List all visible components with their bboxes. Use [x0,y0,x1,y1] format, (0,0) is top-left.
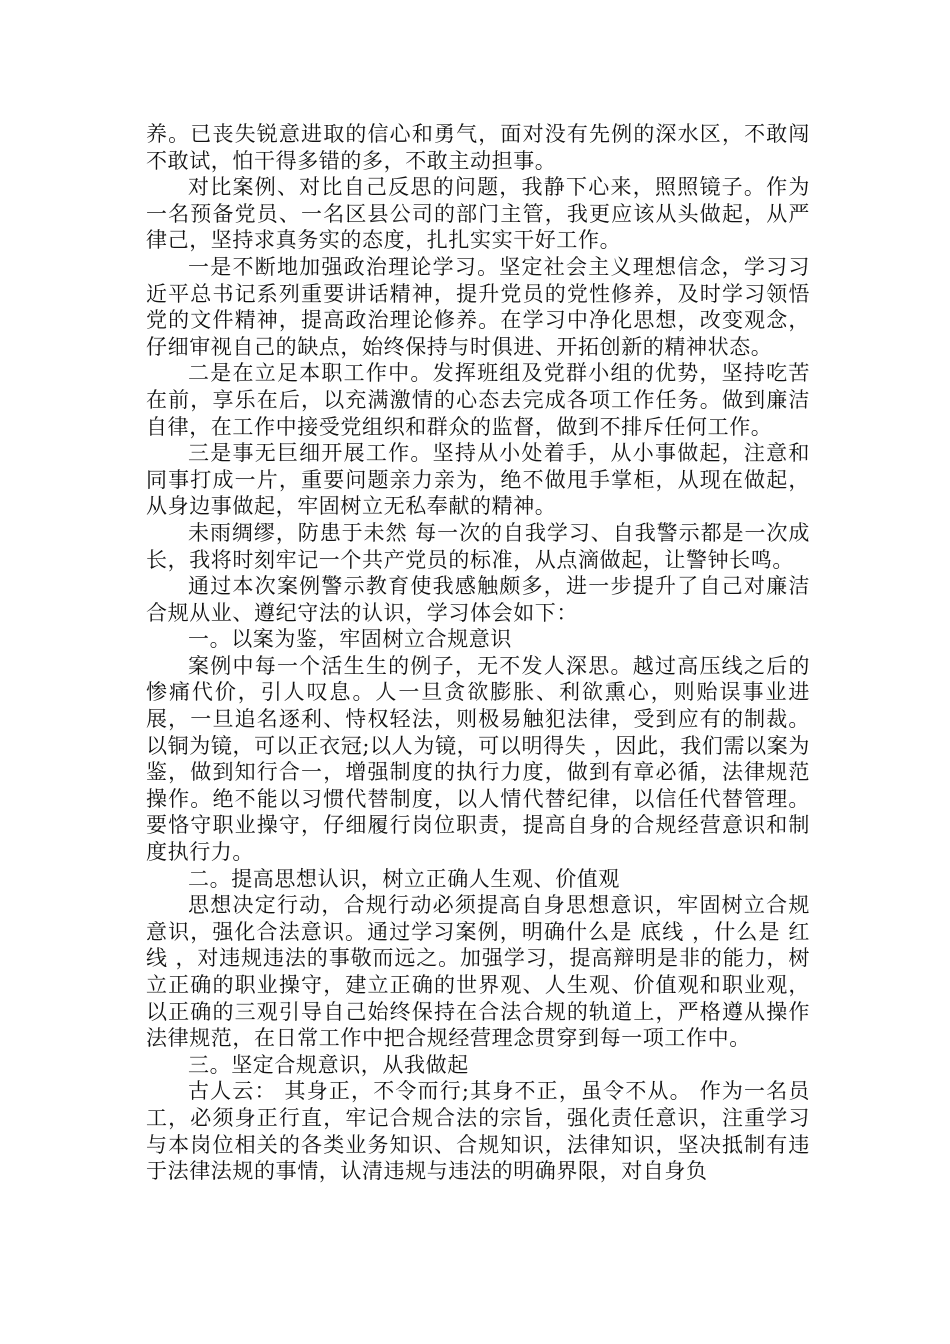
paragraph-point-three: 三是事无巨细开展工作。坚持从小处着手，从小事做起，注意和同事打成一片，重要问题亲力亲为，绝不做甩手掌柜，从现在做起，从身边事做起，牢固树立无私奉献的精神。 [146,441,810,519]
paragraph-continuation: 养。已丧失锐意进取的信心和勇气，面对没有先例的深水区，不敢闯不敢试，怕干得多错的多，不敢主动担事。 [146,122,810,173]
paragraph-warning: 未雨绸缪，防患于未然 每一次的自我学习、自我警示都是一次成长，我将时刻牢记一个共产党员的标准，从点滴做起，让警钟长鸣。 [146,520,810,572]
paragraph-section-two: 思想决定行动，合规行动必须提高自身思想意识，牢固树立合规意识，强化合法意识。通过学习案例，明确什么是 底线 ，什么是 红线 ，对违规违法的事敬而远之。加强学习，提高辩明是非的能力，树立正确的职业操守，建立正确的世界观、人生观、价值观和职业观，以正确的三观引导自己始终保持在合法合规的轨道上，严格遵从操作法律规范，在日常工作中把合规经营理念贯穿到每一项工作中。 [146,893,810,1051]
section-heading-three: 三。坚定合规意识，从我做起 [188,1052,469,1077]
paragraph-intro: 通过本次案例警示教育使我感触颇多，进一步提升了自己对廉洁合规从业、遵纪守法的认识，学习体会如下： [146,574,810,625]
paragraph-point-one: 一是不断地加强政治理论学习。坚定社会主义理想信念，学习习近平总书记系列重要讲话精神，提升党员的党性修养，及时学习领悟党的文件精神，提高政治理论修养。在学习中净化思想，改变观念，仔细审视自己的缺点，始终保持与时俱进、开拓创新的精神状态。 [146,254,810,359]
paragraph-reflection: 对比案例、对比自己反思的问题，我静下心来，照照镜子。作为一名预备党员、一名区县公司的部门主管，我更应该从头做起，从严律己，坚持求真务实的态度，扎扎实实干好工作。 [146,175,810,253]
document-body [146,121,810,1185]
paragraph-section-three: 古人云： 其身正，不令而行;其身不正，虽令不从。 作为一名员工，必须身正行直，牢记合规合法的宗旨，强化责任意识，注重学习与本岗位相关的各类业务知识、合规知识，法律知识，坚决抵制有违于法律法规的事情，认清违规与违法的明确界限，对自身负 [146,1079,810,1184]
section-heading-one: 一。以案为鉴，牢固树立合规意识 [188,627,512,652]
paragraph-point-two: 二是在立足本职工作中。发挥班组及党群小组的优势，坚持吃苦在前，享乐在后，以充满激情的心态去完成各项工作任务。做到廉洁自律，在工作中接受党组织和群众的监督，做到不排斥任何工作。 [146,361,810,439]
section-heading-two: 二。提高思想认识，树立正确人生观、价值观 [188,866,620,891]
paragraph-section-one: 案例中每一个活生生的例子，无不发人深思。越过高压线之后的惨痛代价，引人叹息。人一旦贪欲膨胀、利欲熏心，则贻误事业进展，一旦追名逐利、恃权轻法，则极易触犯法律，受到应有的制裁。 以铜为镜，可以正衣冠;以人为镜，可以明得失 ，因此，我们需以案为鉴，做到知行合一，增强制度的执行力度，做到有章必循，法律规范操作。绝不能以习惯代替制度，以人情代替纪律，以信任代替管理。要恪守职业操守，仔细履行岗位职责，提高自身的合规经营意识和制度执行力。 [146,653,810,865]
